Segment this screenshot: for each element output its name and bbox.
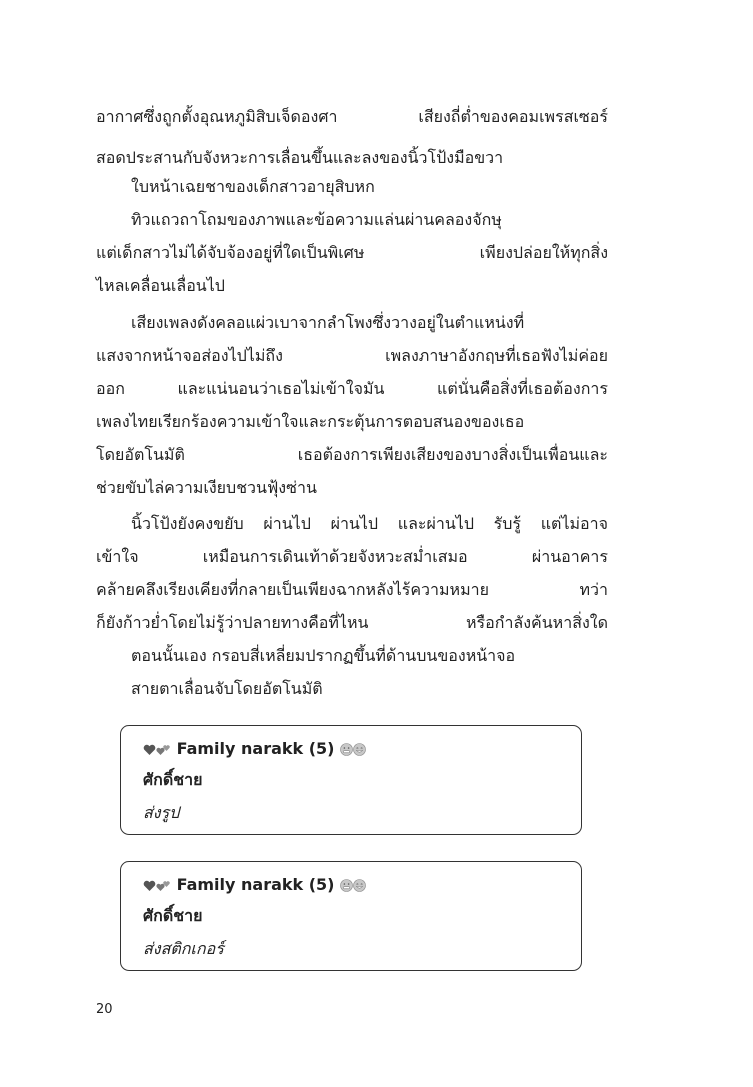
grimace-emoji-icon — [340, 740, 353, 762]
text-line: ตอนนั้นเอง กรอบสี่เหลี่ยมปรากฏขึ้นที่ด้านบนของหน้าจอ — [131, 646, 516, 665]
text-line: เพลงไทยเรียกร้องความเข้าใจและกระตุ้นการตอบสนองของเธอ — [96, 412, 525, 431]
grin-emoji-icon — [353, 876, 366, 898]
two-hearts-icon — [156, 740, 171, 762]
page-number: 20 — [96, 1002, 113, 1017]
heart-icon — [143, 876, 156, 898]
notification-title — [143, 874, 366, 898]
text-line: ทิวแถวถาโถมของภาพและข้อความแล่นผ่านคลองจักษุ — [131, 210, 502, 229]
sender-name: ศักดิ์ชาย — [143, 906, 203, 925]
text-line: ไหลเคลื่อนเลื่อนไป — [96, 276, 225, 295]
notification-title — [143, 738, 366, 762]
text-line: ใบหน้าเฉยชาของเด็กสาวอายุสิบหก — [131, 177, 375, 196]
notification-card — [120, 861, 582, 971]
text-line: ออก และแน่นอนว่าเธอไม่เข้าใจมัน แต่นั่นคือสิ่งที่เธอต้องการ — [96, 379, 608, 398]
text-line: เข้าใจ เหมือนการเดินเท้าด้วยจังหวะสม่ำเสมอ ผ่านอาคาร — [96, 547, 608, 566]
heart-icon — [143, 740, 156, 762]
notification-message: ส่งรูป — [143, 803, 180, 822]
text-line: เสียงเพลงดังคลอแผ่วเบาจากลำโพงซึ่งวางอยู่ในตำแหน่งที่ — [131, 313, 525, 332]
grin-emoji-icon — [353, 740, 366, 762]
notification-card — [120, 725, 582, 835]
text-line: ช่วยขับไล่ความเงียบชวนฟุ้งซ่าน — [96, 478, 317, 497]
two-hearts-icon — [156, 876, 171, 898]
text-line: แต่เด็กสาวไม่ได้จับจ้องอยู่ที่ใดเป็นพิเศษ เพียงปล่อยให้ทุกสิ่ง — [96, 243, 608, 262]
text-line: แสงจากหน้าจอส่องไปไม่ถึง เพลงภาษาอังกฤษที่เธอฟังไม่ค่อย — [96, 346, 608, 365]
notification-message: ส่งสติกเกอร์ — [143, 939, 224, 958]
sender-name: ศักดิ์ชาย — [143, 770, 203, 789]
text-line: คล้ายคลึงเรียงเคียงที่กลายเป็นเพียงฉากหลังไร้ความหมาย ทว่า — [96, 580, 608, 599]
text-line: นิ้วโป้งยังคงขยับ ผ่านไป ผ่านไป และผ่านไป รับรู้ แต่ไม่อาจ — [131, 514, 608, 533]
text-line: สายตาเลื่อนจับโดยอัตโนมัติ — [131, 679, 323, 698]
grimace-emoji-icon — [340, 876, 353, 898]
group-name: Family narakk (5) — [176, 739, 335, 758]
text-line: สอดประสานกับจังหวะการเลื่อนขึ้นและลงของนิ้วโป้งมือขวา — [96, 148, 504, 167]
text-line: โดยอัตโนมัติ เธอต้องการเพียงเสียงของบางสิ่งเป็นเพื่อนและ — [96, 445, 608, 464]
text-line: อากาศซึ่งถูกตั้งอุณหภูมิสิบเจ็ดองศา เสียงถี่ต่ำของคอมเพรสเซอร์ — [96, 107, 608, 126]
group-name: Family narakk (5) — [176, 875, 335, 894]
text-line: ก็ยังก้าวย่ำโดยไม่รู้ว่าปลายทางคือที่ไหน หรือกำลังค้นหาสิ่งใด — [96, 613, 608, 632]
